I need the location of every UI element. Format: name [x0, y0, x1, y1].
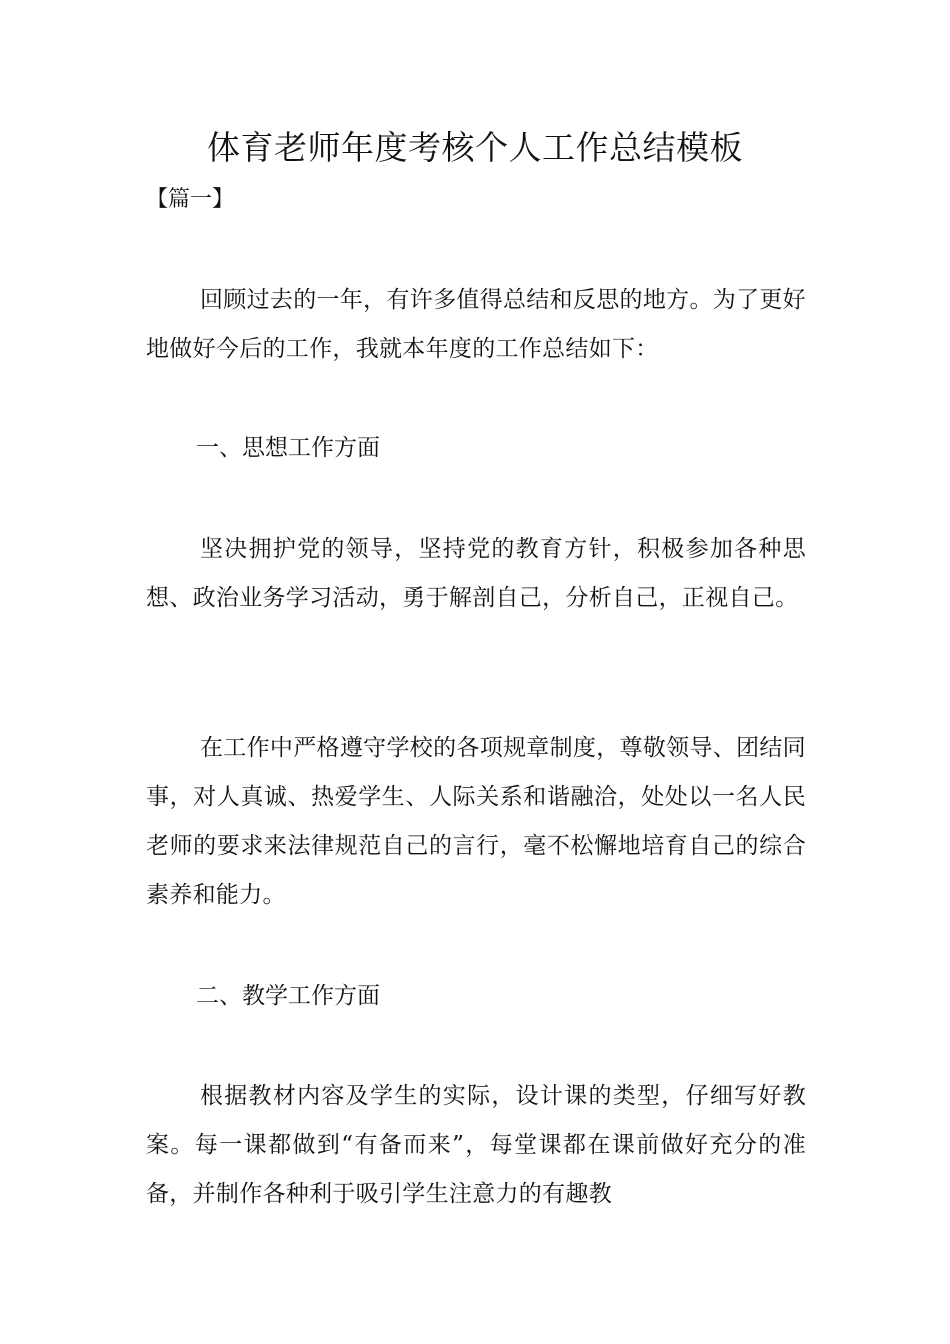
paragraph-thought-2: 在工作中严格遵守学校的各项规章制度，尊敬领导、团结同事，对人真诚、热爱学生、人际关系和谐融洽，处处以一名人民老师的要求来法律规范自己的言行，毫不松懈地培育自己的综合素养和能力。 — [146, 735, 806, 908]
section-label: 【篇一】 — [146, 187, 235, 212]
paragraph-intro: 回顾过去的一年，有许多值得总结和反思的地方。为了更好地做好今后的工作，我就本年度的工作总结如下： — [146, 287, 806, 362]
paragraph-thought-1: 坚决拥护党的领导，坚持党的教育方针，积极参加各种思想、政治业务学习活动，勇于解剖自己，分析自己，正视自己。 — [146, 536, 806, 611]
heading-teaching-work: 二、教学工作方面 — [196, 983, 380, 1009]
paragraph-teaching-1: 根据教材内容及学生的实际，设计课的类型，仔细写好教案。每一课都做到“有备而来”，每堂课都在课前做好充分的准备，并制作各种利于吸引学生注意力的有趣教 — [146, 1083, 806, 1207]
heading-thought-work: 一、思想工作方面 — [196, 435, 380, 461]
document-title: 体育老师年度考核个人工作总结模板 — [207, 128, 743, 167]
